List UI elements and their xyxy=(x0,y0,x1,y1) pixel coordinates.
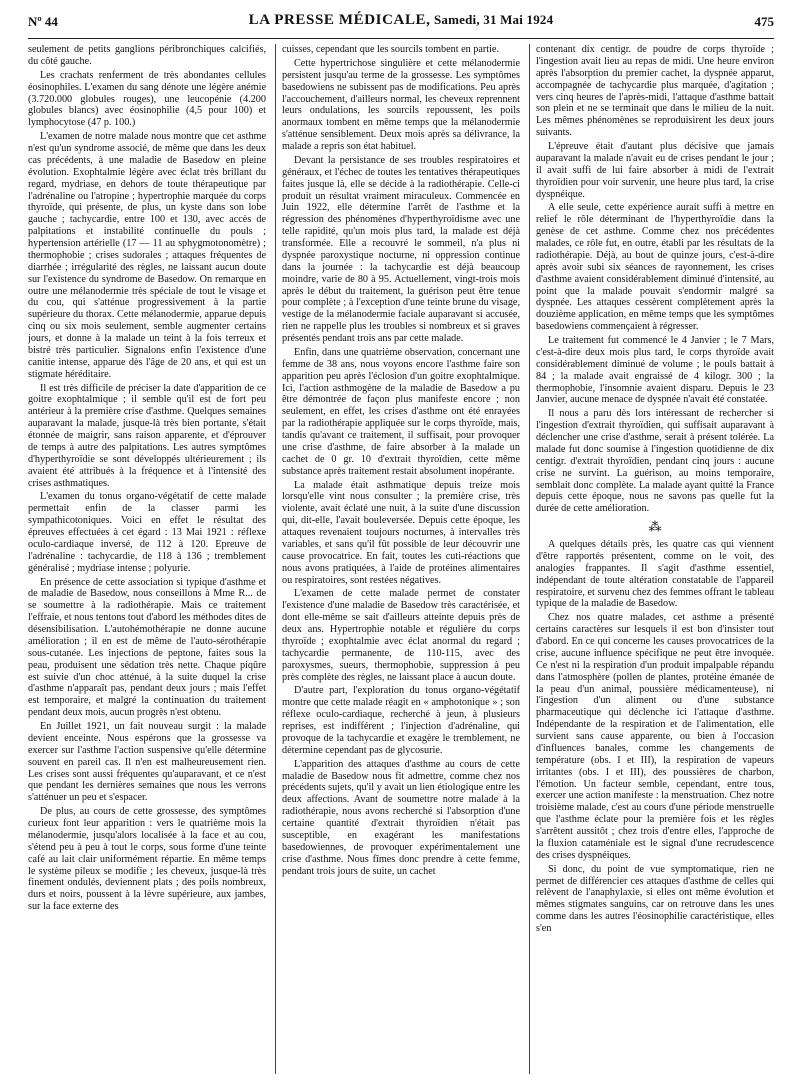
paragraph: Si donc, du point de vue symptomatique, rien ne permet de différencier ces attaques d'asthme de celles qui relèvent de l'anaphylaxie, si elles ont même évolution et mêmes stigmates sanguins, car on retrouve dans les unes comme dans les autres l'éosinophilie caractéristique, elles s'en xyxy=(536,863,774,934)
page-number: 475 xyxy=(754,14,774,29)
paragraph: A elle seule, cette expérience aurait suffi à mettre en relief le rôle déterminant de l'hyperthyroïdie dans la genèse de cet asthme. Comme chez nos précédentes malades, ce rôle fut, en outre, établi par les résultats de la radiothérapie. Déjà, au bout de quinze jours, c'est-à-dire après avoir subi six séances de rayonnement, les crises d'asthme avaient considérablement diminué d'intensité, au point que la malade pouvait s'endormir malgré sa dyspnée. Les attaques cessèrent complètement après la douzième application, en même temps que les symptômes basedowiens commençaient à régresser. xyxy=(536,202,774,333)
header-rule xyxy=(28,38,774,39)
paragraph: L'épreuve était d'autant plus décisive que jamais auparavant la malade n'avait eu de crises pendant le jour ; il avait suffi de lui faire absorber à midi de l'extrait thyroïdien pour voir survenir, une heure plus tard, la crise dyspnéique. xyxy=(536,141,774,200)
paragraph: contenant dix centigr. de poudre de corps thyroïde ; l'ingestion avait lieu au repas de midi. Une heure environ après l'absorption du premier cachet, la dyspnée apparut, accompagnée de tachycardie plus marquée, d'agitation ; vers cinq heures de l'après-midi, l'attaque d'asthme battait son plein et ne se terminait que dans le milieu de la nuit. Les mêmes phénomènes se reproduisirent les deux jours suivants. xyxy=(536,44,774,139)
running-header xyxy=(28,12,774,32)
paragraph: La malade était asthmatique depuis treize mois lorsqu'elle vint nous consulter ; la première crise, très violente, avait éclaté une nuit, à la suite d'une discussion qui, dit-elle, l'avait bouleversée. Depuis cette époque, les attaques revenaient toujours nocturnes, à intervalles très variables, et sans qu'il fût possible de leur découvrir une cause provocatrice. En fait, toutes les cuti-réactions que nous avons pratiquées, à l'aide de protéines alimentaires ou respiratoires, sont restées négatives. xyxy=(282,479,520,586)
paragraph: Le traitement fut commencé le 4 Janvier ; le 7 Mars, c'est-à-dire deux mois plus tard, le corps thyroïde avait considérablement diminué de volume ; le pouls battait à 84 ; la malade avait engraissé de 4 kilogr. 300 ; la thermophobie, l'insomnie avaient disparu. Depuis le 23 Janvier, aucune menace de dyspnée n'avait été constatée. xyxy=(536,335,774,406)
paragraph: L'apparition des attaques d'asthme au cours de cette maladie de Basedow nous fit admettre, comme chez nos précédents sujets, qu'il y avait un lien étiologique entre les deux affections. Avant de soumettre notre malade à la radiothérapie, nous avons recherché si l'absorption d'une certaine quantité d'extrait thyroïdien n'était pas susceptible, en exagérant les manifestations basedowiennes, de provoquer expérimentalement une crise d'asthme. Nous fîmes donc prendre à cette femme, pendant trois jours de suite, un cachet xyxy=(282,758,520,877)
paragraph: D'autre part, l'exploration du tonus organo-végétatif montre que cette malade réagit en « amphotonique » ; son réflexe oculo-cardiaque, recherché à jeun, à plusieurs reprises, est indifférent ; l'injection d'adrénaline, qui provoque de la tachycardie et exagère le tremblement, ne détermine cependant pas de glycosurie. xyxy=(282,685,520,756)
paragraph: A quelques détails près, les quatre cas qui viennent d'être rapportés présentent, comme on le voit, des analogies frappantes. Il s'agit d'asthme essentiel, indépendant de toute altération constatable de l'appareil respiratoire, et survenu chez des femmes offrant le tableau typique de la maladie de Basedow. xyxy=(536,539,774,610)
paragraph: De plus, au cours de cette grossesse, des symptômes curieux font leur apparition : vers le quatrième mois la mélanodermie, jusqu'alors localisée à la face et au cou, s'étend peu à peu à tout le corps, sous forme d'une teinte café au lait clair uniformément répartie. En même temps le système pileux se modifie ; les cheveux, jusque-là très finement ondulés, deviennent plats ; des poils nombreux, durs et noirs, poussent à la lèvre supérieure, aux jambes, sur la face externe des xyxy=(28,806,266,913)
paragraph: cuisses, cependant que les sourcils tombent en partie. xyxy=(282,44,499,55)
paragraph: seulement de petits ganglions péribronchiques calcifiés, du côté gauche. xyxy=(28,44,266,67)
column-divider xyxy=(529,44,530,1074)
journal-title: LA PRESSE MÉDICALE, xyxy=(248,12,431,28)
paragraph: Cette hypertrichose singulière et cette mélanodermie persistent jusqu'au terme de la grossesse. Les symptômes basedowiens ne subissent pas de modifications. Peu après l'accouchement, d'ailleurs normal, les cheveux reprennent leurs ondulations, les sourcils repoussent, les poils anormaux tombent en même temps que la mélanodermie s'atténue sensiblement. Deux mois après sa délivrance, la malade a repris son état habituel. xyxy=(282,57,520,152)
paragraph: Chez nos quatre malades, cet asthme a présenté certains caractères sur lesquels il est bon d'insister tout d'abord. En ce qui concerne les causes provocatrices de la crise, aucune influence spécifique ne peut être invoquée. Ce n'est ni la respiration d'un produit impalpable répandu dans l'atmosphère (pollen de plantes, protéine émanée de la peau d'un animal, poussière médicamenteuse), ni l'ingestion d'un aliment ou d'une substance pharmaceutique qui déclenche ici l'attaque d'asthme. Indépendante de la respiration et de l'alimentation, elle survient sans cause apparente, ou bien à l'occasion d'influences banales, comme les changements de température (obs. I et III), la respiration de vapeurs irritantes (obs. I et III), des poussières de charbon, l'émotion. Un facteur semble, cependant, entre tous, exercer une action manifeste : la menstruation. Chez notre troisième malade, c'est au cours d'une période menstruelle que l'asthme éclate pour la première fois et les règles s'arrêtent aussitôt ; chez trois d'entre elles, l'approche de la fluxion cataméniale est le signal d'une recrudescence des crises dyspnéiques. xyxy=(536,612,774,861)
paragraph: En Juillet 1921, un fait nouveau surgit : la malade devient enceinte. Nous espérons que la grossesse va exercer sur l'asthme l'action suspensive qu'elle détermine souvent en pareil cas. Il n'en est malheureusement rien. Les crises sont aussi fréquentes qu'auparavant, et ce n'est que pendant les dernières semaines que nous les verrons s'atténuer un peu et s'espacer. xyxy=(28,721,266,804)
paragraph: L'examen du tonus organo-végétatif de cette malade permettait enfin de la classer parmi les sympathicotoniques. Voici en effet le résultat des épreuves effectuées à cet égard : 13 Mai 1921 : réflexe oculo-cardiaque inversé, de 112 à 120. Epreuve de l'adrénaline : tachycardie, de 118 à 136 ; tremblement généralisé ; mydriase intense ; polyurie. xyxy=(28,491,266,574)
text-column-1 xyxy=(28,44,266,1074)
issue-number: Nº 44 xyxy=(28,14,58,29)
paragraph: L'examen de notre malade nous montre que cet asthme n'est qu'un syndrome associé, de même que dans les deux cas précédents, à une maladie de Basedow en pleine évolution. Exophtalmie légère avec éclat très brillant du regard, mydriase, en dehors de toute thérapeutique par l'adrénaline ou l'atropine ; hypertrophie marquée du corps thyroïde, qui présente, de plus, un kyste dans son lobe gauche ; tachycardie, entre 100 et 130, avec accès de palpitations et instabilité continuelle du pouls ; hypertension artérielle (17 — 11 au sphygmotonomètre) ; thermophobie ; crises sudorales ; attaques fréquentes de diarrhée ; irrégularité des règles, ne laissant aucun doute sur l'existence du syndrome de Basedow. On remarque en outre une mélanodermie très spéciale de tout le visage et du cou, qui s'atténue progressivement à la partie supérieure du thorax. Cette mélanodermie, apparue depuis cinq ou six mois seulement, semble augmenter certains jours, et donne à la malade un teint à la fois terreux et bistré très particulier. Signalons enfin l'existence d'une canitie intense, apparue dès l'âge de 20 ans, et qui est un stigmate héréditaire. xyxy=(28,131,266,380)
paragraph: Il nous a paru dès lors intéressant de rechercher si l'ingestion d'extrait thyroïdien, qui suffisait auparavant à déclencher une crise d'asthme, serait à présent tolérée. La malade fut donc soumise à l'ingestion quotidienne de dix centigr. d'extrait thyroïdien, pendant cinq jours : aucune crise ne survint. La guérison, au moins temporaire, semblait donc complète. La malade ayant quitté la France depuis cette époque, nous ne savons pas quelle fut la durée de cette amélioration. xyxy=(536,408,774,515)
paragraph: Les crachats renferment de très abondantes cellules éosinophiles. L'examen du sang dénote une légère anémie (3.720.000 globules rouges), une leucopénie (4.200 globules blancs) avec éosinophilie (4,5 pour 100) et lymphocytose (47 p. 100.) xyxy=(28,69,266,129)
issue-date: Samedi, 31 Mai 1924 xyxy=(433,12,554,27)
paragraph: En présence de cette association si typique d'asthme et de maladie de Basedow, nous conseillons à Mme R... de se soumettre à la radiothérapie. Mais ce traitement l'effraie, et nous tentons tout d'abord les méthodes dites de désensibilisation. L'autohémothérapie ne donne aucune amélioration ; il en est de même de l'auto-sérothérapie sous-cutanée. Les injections de peptone, faites sous la peau, produisent une sédation très nette. Chaque piqûre est suivie d'un choc atténué, à la suite duquel la crise d'asthme n'apparaît pas, pendant deux jours ; mais l'effet est temporaire, et malgré la continuation du traitement pendant deux mois, aucun progrès n'est obtenu. xyxy=(28,576,266,719)
journal-header-line xyxy=(28,12,774,29)
paragraph: Enfin, dans une quatrième observation, concernant une femme de 38 ans, nous voyons encore l'asthme faire son apparition peu après l'éclosion d'un goitre exophtalmique. Ici, l'action asthmogène de la maladie de Basedow a pu être démontrée de façon plus manifeste encore ; non seulement, en effet, les crises d'asthme ont été enrayées par la radiothérapie appliquée sur le corps thyroïde, mais, tandis qu'avant ce traitement, il suffisait, pour provoquer une crise d'asthme, de faire absorber à la malade un cachet de 0 gr. 10 d'extrait thyroïdien, cette même substance après traitement restait absolument inopérante. xyxy=(282,346,520,477)
text-column-3 xyxy=(536,44,774,1074)
paragraph: L'examen de cette malade permet de constater l'existence d'une maladie de Basedow très caractérisée, et dont elle-même se sait d'ailleurs atteinte depuis près de deux ans. Hypertrophie notable et régulière du corps thyroïde ; exophtalmie avec éclat anormal du regard ; tachycardie permanente, de 110-115, avec des paroxysmes, sueurs, thermophobie, suppression à peu près complète des règles, ne laissant place à aucun doute. xyxy=(282,588,520,683)
column-divider xyxy=(275,44,276,1074)
text-column-2 xyxy=(282,44,520,1074)
paragraph: Il est très difficile de préciser la date d'apparition de ce goitre exophtalmique ; il semble qu'il est de fort peu antérieur à la première crise d'asthme. Quelques semaines auparavant la malade, jusque-là très bien portante, s'était étonnée de maigrir, sans raison apparente, et d'éprouver de temps à autre des palpitations. Les autres symptômes d'hyperthyroïdie se sont développés ultérieurement ; ils avaient été attribués à la fréquence et à l'intensité des crises asthmatiques. xyxy=(28,382,266,489)
paragraph: Devant la persistance de ses troubles respiratoires et généraux, et l'échec de toutes les tentatives thérapeutiques faites jusque là, elle se décide à la radiothérapie. Celle-ci produit un résultat vraiment miraculeux. Commencée en Juin 1922, elle détermine l'arrêt de l'asthme et la régression des phénomènes d'hyperthyroïdisme avec une telle rapidité, qu'un mois plus tard, la malade est déjà transformée. Elle a recouvré le sommeil, n'a plus ni dyspnée paroxystique nocturne, ni oppression continue dans la journée : la tachycardie est déjà beaucoup moindre, varie de 80 à 95. Actuellement, vingt-trois mois après le début du traitement, la guérison peut être tenue pour complète ; à l'exception d'une teinte brune du visage, vestige de la mélanodermie faciale auparavant si accusée, rien ne rappelle plus les troubles si nombreux et si graves présentés pendant trois ans par cette malade. xyxy=(282,154,520,344)
section-asterism: ⁂ xyxy=(648,519,662,535)
